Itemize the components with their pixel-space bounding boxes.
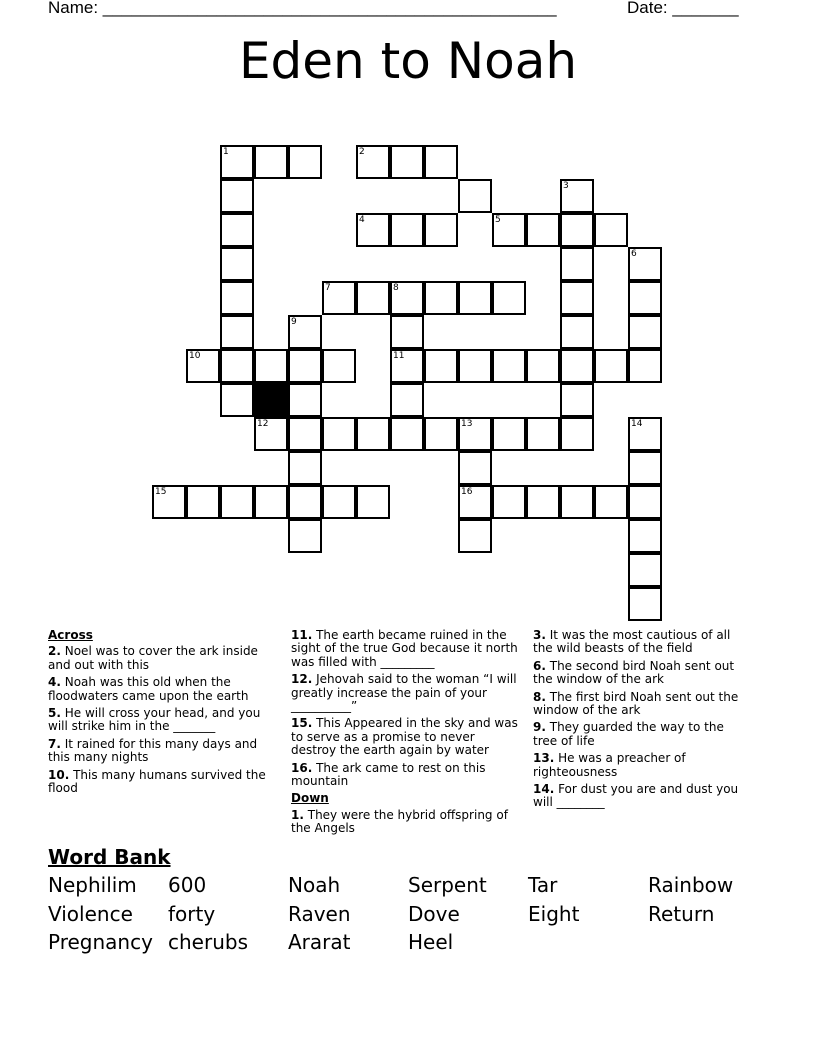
clue-item-number: 11.	[291, 628, 313, 642]
crossword-cell[interactable]	[424, 145, 458, 179]
crossword-cell[interactable]	[526, 349, 560, 383]
word-bank-title: Word Bank	[48, 845, 171, 869]
crossword-cell[interactable]	[390, 383, 424, 417]
crossword-cell[interactable]	[220, 247, 254, 281]
crossword-cell[interactable]	[628, 349, 662, 383]
clue-item-number: 1.	[291, 807, 304, 822]
crossword-cell[interactable]	[186, 349, 220, 383]
crossword-cell[interactable]	[560, 349, 594, 383]
crossword-cell[interactable]	[526, 417, 560, 451]
crossword-cell[interactable]	[424, 349, 458, 383]
clue-item	[533, 660, 748, 687]
clue-item	[291, 629, 523, 669]
clue-item-text: It was the most cautious of all the wild beasts of the field	[533, 628, 731, 656]
crossword-cell[interactable]	[390, 349, 424, 383]
crossword-cell[interactable]	[356, 145, 390, 179]
crossword-cell[interactable]	[288, 145, 322, 179]
clue-item	[291, 809, 523, 836]
crossword-cell[interactable]	[220, 145, 254, 179]
clue-column-3	[533, 629, 748, 814]
crossword-cell[interactable]	[560, 417, 594, 451]
crossword-cell[interactable]	[356, 213, 390, 247]
clue-number: 1	[223, 147, 229, 157]
word-bank-item: Tar	[528, 873, 558, 897]
crossword-cell[interactable]	[322, 417, 356, 451]
crossword-cell[interactable]	[186, 485, 220, 519]
crossword-cell[interactable]	[220, 383, 254, 417]
clue-item-text: This Appeared in the sky and was to serve as a promise to never destroy the earth again by water	[291, 716, 518, 758]
clue-item	[291, 762, 523, 789]
clue-number: 14	[631, 419, 643, 429]
clue-item-text: The ark came to rest on this mountain	[291, 760, 486, 789]
crossword-cell[interactable]	[288, 485, 322, 519]
clue-number: 9	[291, 317, 297, 327]
across-heading: Across	[48, 628, 93, 642]
crossword-cell[interactable]	[458, 281, 492, 315]
word-bank-item: Return	[648, 902, 715, 926]
crossword-cell[interactable]	[628, 587, 662, 621]
clue-item	[48, 645, 273, 672]
clue-number: 3	[563, 181, 569, 191]
crossword-cell[interactable]	[628, 417, 662, 451]
crossword-cell[interactable]	[390, 417, 424, 451]
crossword-cell[interactable]	[220, 315, 254, 349]
word-bank-item: Noah	[288, 873, 341, 897]
clue-item-text: It rained for this many days and this many nights	[48, 736, 258, 765]
crossword-cell[interactable]	[526, 213, 560, 247]
clue-item-number: 14.	[533, 782, 555, 797]
clue-item-text: The second bird Noah sent out the window of the ark	[533, 658, 735, 687]
clue-item-number: 8.	[533, 689, 546, 704]
crossword-cell[interactable]	[220, 179, 254, 213]
crossword-cell[interactable]	[390, 281, 424, 315]
word-bank-item: Rainbow	[648, 873, 734, 897]
clue-item-text: They guarded the way to the tree of life	[533, 720, 724, 748]
crossword-cell[interactable]	[458, 451, 492, 485]
crossword-cell[interactable]	[526, 485, 560, 519]
crossword-cell[interactable]	[458, 349, 492, 383]
crossword-cell[interactable]	[220, 281, 254, 315]
clue-item-text: He will cross your head, and you will strike him in the _______	[48, 706, 261, 734]
crossword-cell[interactable]	[288, 451, 322, 485]
crossword-cell[interactable]	[220, 485, 254, 519]
clue-item-text: For dust you are and dust you will ________	[533, 782, 739, 810]
clue-number: 7	[325, 283, 331, 293]
clue-item-text: Jehovah said to the woman “I will greatly increase the pain of your __________”	[291, 672, 517, 714]
crossword-cell[interactable]	[594, 485, 628, 519]
crossword-cell[interactable]	[492, 349, 526, 383]
crossword-cell[interactable]	[492, 417, 526, 451]
word-bank-item: Nephilim	[48, 873, 137, 897]
crossword-cell[interactable]	[628, 451, 662, 485]
word-bank-item: 600	[168, 873, 207, 897]
crossword-cell[interactable]	[288, 315, 322, 349]
word-bank-item: Ararat	[288, 930, 351, 954]
crossword-cell[interactable]	[594, 213, 628, 247]
crossword-cell[interactable]	[254, 417, 288, 451]
clue-number: 11	[393, 351, 405, 361]
crossword-cell[interactable]	[492, 213, 526, 247]
clue-item-number: 7.	[48, 736, 61, 751]
clue-item	[48, 769, 273, 796]
crossword-cell[interactable]	[356, 281, 390, 315]
clue-number: 12	[257, 419, 269, 429]
word-bank-item: Violence	[48, 902, 133, 926]
crossword-cell[interactable]	[424, 213, 458, 247]
clue-column-1	[48, 629, 273, 799]
down-heading: Down	[291, 791, 329, 806]
word-bank-item: forty	[168, 902, 216, 926]
crossword-cell[interactable]	[390, 145, 424, 179]
crossword-cell[interactable]	[424, 281, 458, 315]
clue-item	[533, 752, 748, 779]
crossword-cell[interactable]	[628, 247, 662, 281]
crossword-cell[interactable]	[152, 485, 186, 519]
crossword-cell[interactable]	[560, 281, 594, 315]
clue-number: 13	[461, 419, 473, 429]
clue-item-text: The earth became ruined in the sight of the true God because it north was filled with _________	[291, 628, 518, 669]
clue-number: 10	[189, 351, 201, 361]
clue-number: 8	[393, 283, 399, 293]
clue-item	[291, 673, 523, 713]
crossword-cell[interactable]	[560, 315, 594, 349]
clue-item-text: He was a preacher of righteousness	[533, 751, 686, 779]
crossword-cell[interactable]	[390, 315, 424, 349]
crossword-cell[interactable]	[254, 485, 288, 519]
crossword-cell[interactable]	[628, 553, 662, 587]
word-bank-item: Eight	[528, 902, 580, 926]
clue-item-number: 15.	[291, 716, 313, 731]
crossword-cell[interactable]	[288, 383, 322, 417]
word-bank-item: Dove	[408, 902, 460, 926]
clue-item	[533, 721, 748, 748]
crossword-cell[interactable]	[458, 519, 492, 553]
crossword-cell[interactable]	[220, 213, 254, 247]
crossword-cell[interactable]	[628, 519, 662, 553]
crossword-cell[interactable]	[254, 349, 288, 383]
word-bank-item: Serpent	[408, 873, 487, 897]
crossword-cell[interactable]	[322, 485, 356, 519]
crossword-cell[interactable]	[628, 315, 662, 349]
word-bank-item: Raven	[288, 902, 351, 926]
clue-item-number: 13.	[533, 751, 555, 766]
clue-number: 5	[495, 215, 501, 225]
crossword-cell[interactable]	[220, 349, 254, 383]
crossword-cell[interactable]	[458, 179, 492, 213]
clue-item	[291, 717, 523, 757]
crossword-cell[interactable]	[458, 417, 492, 451]
clue-item	[48, 738, 273, 765]
crossword-cell[interactable]	[356, 417, 390, 451]
clue-item-number: 9.	[533, 720, 546, 735]
clue-item-text: The first bird Noah sent out the window of the ark	[533, 689, 739, 718]
clue-number: 6	[631, 249, 637, 259]
clue-item	[48, 707, 273, 734]
clue-number: 4	[359, 215, 365, 225]
crossword-cell[interactable]	[254, 145, 288, 179]
crossword-cell[interactable]	[628, 485, 662, 519]
word-bank-item: Pregnancy	[48, 930, 153, 954]
clue-number: 16	[461, 487, 473, 497]
word-bank-item: Heel	[408, 930, 454, 954]
crossword-cell[interactable]	[560, 213, 594, 247]
clue-item	[533, 783, 748, 810]
crossword-cell[interactable]	[288, 349, 322, 383]
word-bank-item: cherubs	[168, 930, 248, 954]
crossword-cell[interactable]	[560, 179, 594, 213]
crossword-cell[interactable]	[560, 485, 594, 519]
clue-item-number: 2.	[48, 644, 61, 659]
name-field-label: Name: ________________________________________________	[48, 0, 557, 17]
clue-item-text: This many humans survived the flood	[48, 767, 266, 796]
clue-item-number: 10.	[48, 767, 70, 782]
crossword-cell[interactable]	[492, 485, 526, 519]
clue-item-number: 6.	[533, 658, 546, 673]
crossword-cell[interactable]	[356, 485, 390, 519]
clue-item	[533, 691, 748, 718]
crossword-cell[interactable]	[628, 281, 662, 315]
crossword-cell[interactable]	[492, 281, 526, 315]
clue-item-number: 12.	[291, 672, 313, 687]
crossword-cell[interactable]	[288, 519, 322, 553]
crossword-cell[interactable]	[560, 247, 594, 281]
crossword-cell[interactable]	[288, 417, 322, 451]
clue-item-text: Noah was this old when the floodwaters came upon the earth	[48, 675, 249, 703]
crossword-cell[interactable]	[322, 349, 356, 383]
crossword-cell[interactable]	[594, 349, 628, 383]
crossword-cell[interactable]	[390, 213, 424, 247]
clue-item-text: Noel was to cover the ark inside and out with this	[48, 644, 258, 672]
crossword-cell[interactable]	[458, 485, 492, 519]
clue-item-number: 3.	[533, 628, 546, 642]
crossword-cell[interactable]	[322, 281, 356, 315]
date-field-label: Date: _______	[627, 0, 739, 17]
clue-item-number: 16.	[291, 760, 313, 775]
clue-item-text: They were the hybrid offspring of the Angels	[291, 807, 508, 836]
page-title: Eden to Noah	[238, 32, 578, 90]
clue-number: 2	[359, 147, 365, 157]
crossword-cell[interactable]	[560, 383, 594, 417]
clue-item-number: 5.	[48, 706, 61, 721]
clue-column-2	[291, 629, 523, 840]
clue-item	[533, 629, 748, 656]
clue-item-number: 4.	[48, 675, 61, 690]
clue-number: 15	[155, 487, 167, 497]
crossword-cell[interactable]	[424, 417, 458, 451]
crossword-black-cell	[254, 383, 288, 417]
clue-item	[48, 676, 273, 703]
